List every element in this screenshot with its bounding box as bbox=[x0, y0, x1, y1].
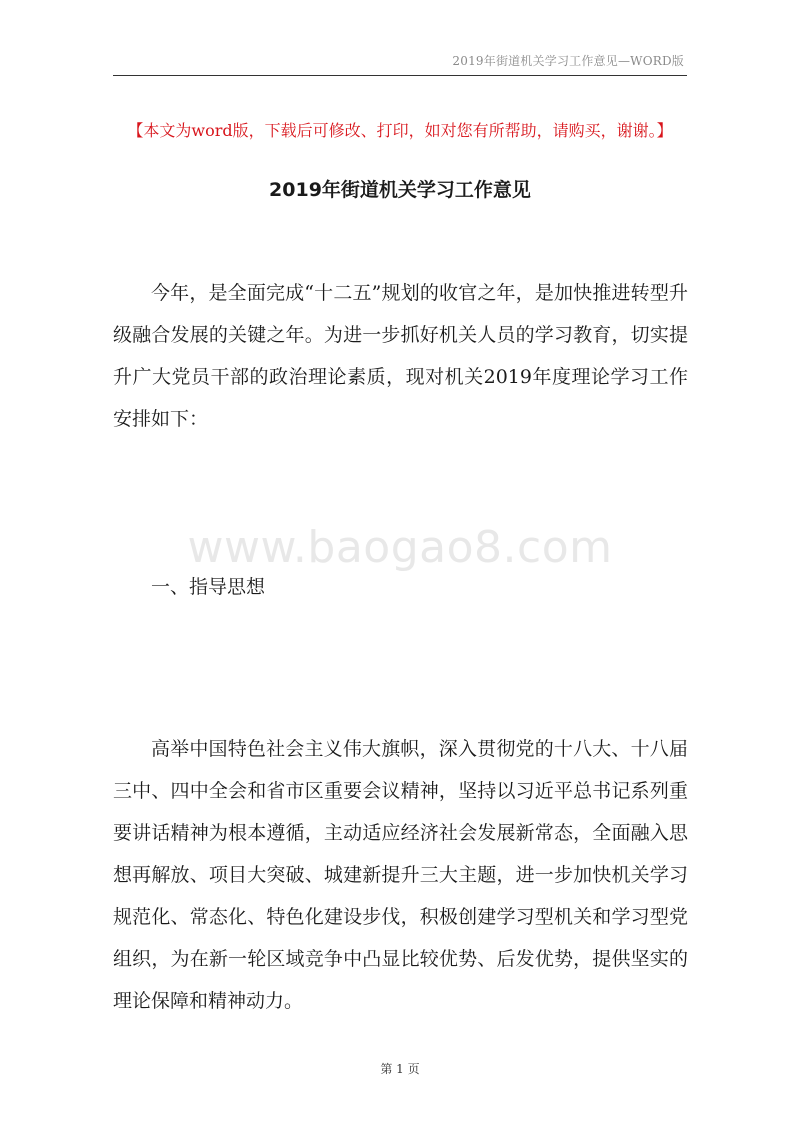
intro-paragraph: 今年，是全面完成“十二五”规划的收官之年，是加快推进转型升级融合发展的关键之年。为进一步抓好机关人员的学习教育，切实提升广大党员干部的政治理论素质，现对机关2019年度理论学习工作安排如下： bbox=[113, 282, 688, 430]
section-heading: 一、指导思想 bbox=[151, 576, 266, 598]
running-header-title: 2019年街道机关学习工作意见—WORD版 bbox=[452, 54, 684, 68]
header-divider bbox=[113, 75, 687, 76]
guiding-ideology-paragraph: 高举中国特色社会主义伟大旗帜，深入贯彻党的十八大、十八届三中、四中全会和省市区重要会议精神，坚持以习近平总书记系列重要讲话精神为根本遵循，主动适应经济社会发展新常态，全面融入思想再解放、项目大突破、城建新提升三大主题，进一步加快机关学习规范化、常态化、特色化建设步伐，积极创建学习型机关和学习型党组织，为在新一轮区域竞争中凸显比较优势、后发优势，提供坚实的理论保障和精神动力。 bbox=[113, 738, 688, 1012]
download-notice: 【本文为word版，下载后可修改、打印，如对您有所帮助，请购买，谢谢。】 bbox=[127, 121, 673, 140]
document-title: 2019年街道机关学习工作意见 bbox=[269, 179, 531, 201]
watermark-text: www.baogao8.com bbox=[187, 522, 613, 573]
page-number: 第 1 页 bbox=[380, 1062, 420, 1076]
